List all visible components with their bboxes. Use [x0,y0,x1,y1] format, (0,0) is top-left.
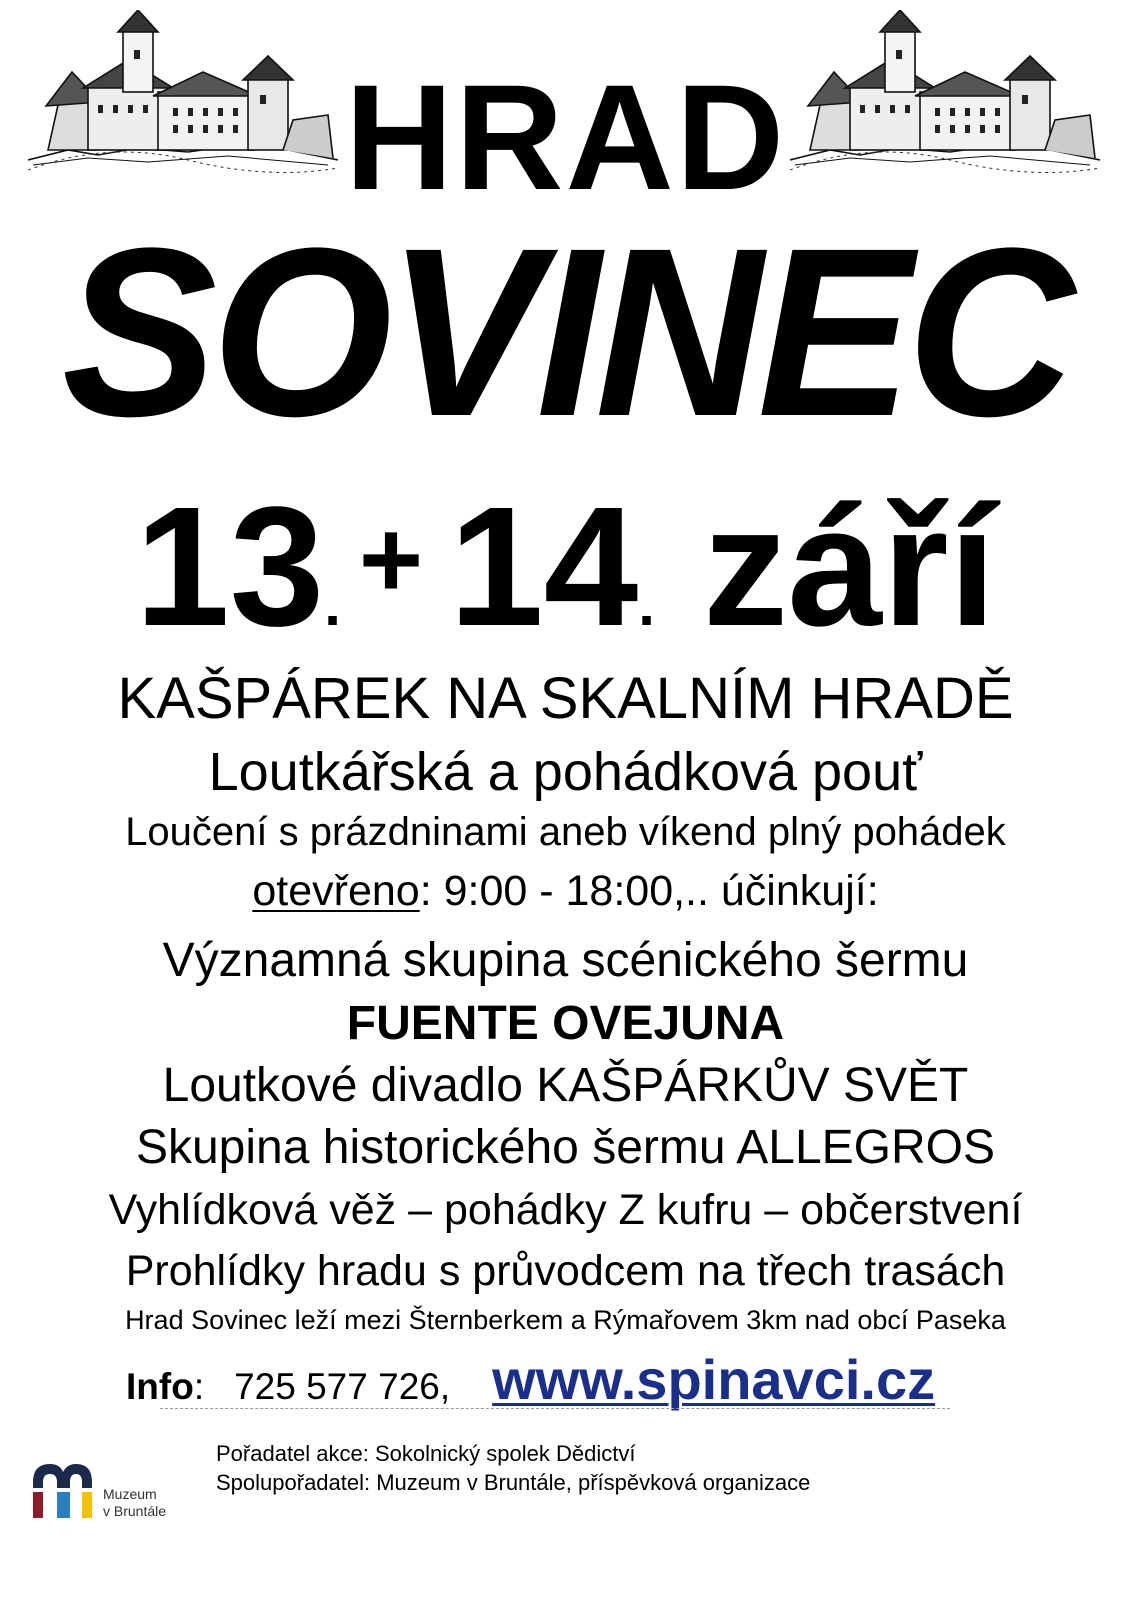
logo-line2: v Bruntále [103,1503,167,1519]
museum-logo-text [103,1486,166,1520]
program-tagline: Loučení s prázdninami aneb víkend plný pohádek [125,810,1006,854]
date-dot1: . [324,571,341,638]
divider [160,1408,950,1409]
info-row [126,1347,936,1411]
date-plus: + [358,498,424,621]
date-dot2: . [638,571,655,638]
info-label: Info [126,1366,194,1407]
website-link[interactable]: www.spinavci.cz [492,1348,936,1411]
performer-line: FUENTE OVEJUNA [346,997,785,1050]
logo-line1: Muzeum [103,1486,157,1502]
performer-line: Vyhlídková věž – pohádky Z kufru – občerstvení [108,1186,1023,1234]
organizer-line: Pořadatel akce: Sokolnický spolek Dědictví [216,1441,636,1466]
title-hrad: HRAD [344,53,787,221]
location-note: Hrad Sovinec leží mezi Šternberkem a Rýmařovem 3km nad obcí Paseka [125,1305,1006,1335]
date-day2: 14 [449,472,639,662]
open-hours: : 9:00 - 18:00,.. účinkují: [419,867,879,915]
open-label: otevřeno [252,867,420,915]
performer-line: Skupina historického šermu ALLEGROS [135,1121,996,1174]
performer-line: Významná skupina scénického šermu [162,934,969,987]
info-colon: : [193,1366,205,1407]
event-date [0,472,1131,685]
date-month: září [702,472,996,662]
opening-hours [0,866,1131,916]
performer-line: Loutkové divadlo KAŠPÁRKŮV SVĚT [162,1059,969,1112]
title-sovinec: SOVINEC [61,198,1070,466]
co-organizer-line: Spolupořadatel: Muzeum v Bruntále, příspěvková organizace [216,1470,811,1495]
program-headline: KAŠPÁREK NA SKALNÍM HRADĚ [117,666,1014,731]
performer-line: Prohlídky hradu s průvodcem na třech trasách [125,1247,1006,1295]
program-subtitle: Loutkářská a pohádková pouť [208,742,923,802]
date-day1: 13 [135,472,325,662]
info-phone: 725 577 726, [234,1366,451,1407]
